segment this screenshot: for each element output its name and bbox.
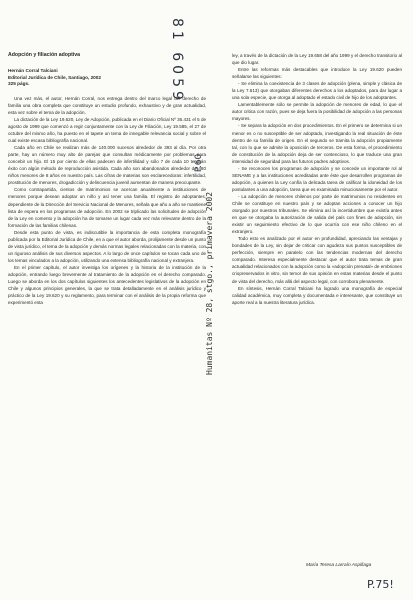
side-journal-note: Humanitas Nº 28, stgo., primavera 2002 bbox=[205, 191, 214, 375]
handwritten-catalog-number: 81 6059 bbox=[169, 18, 185, 104]
list-item: - La adopción de menores chilenos por parte de matrimonios no residentes en Chile se constituye en nuestro país y se adoptan acciones a conocer un hijo otorgado por nuestros tribunales. Se elimina así la incertidumbre que existía antes en que se otorgaba la autorización de salida del país con fines de adopción, sin existir un seguimiento efectivo de lo que ocurría con ese niño chileno en el extranjero. bbox=[232, 193, 402, 235]
review-title: Adopción y filiación adoptiva bbox=[8, 52, 81, 58]
body-paragraph: Entre las reformas más destacables que introduce la Ley 19.620 pueden señalarse las siguientes: bbox=[232, 67, 402, 80]
list-item: - Se separa la adopción en dos procedimientos. En el primero se determina si un menor es o no susceptible de ser adoptado, investigando la real situación de éste dentro de su familia de origen. En el segundo se tramita la adopción propiamente tal, con lo que se admite la oposición de terceros. De esta forma, el procedimiento de constitución de la adopción deja de ser contencioso, lo que traduce una gran intensidad de seguridad para las futuros padres adoptivos. bbox=[232, 123, 402, 164]
list-item: - Se reconocen los programas de adopción y se concede un importante rol al SENAME y a las instituciones acreditadas ante éste que desarrollen programas de adopción, a quienes la Ley confía la delicada tarea de calificar la idoneidad de los postulantes a una adopción, tarea que es examinada minuciosamente por el autor. bbox=[232, 165, 402, 192]
body-paragraph: En el primer capítulo, el autor investiga los orígenes y la historia de la institución de la adopción, entrando luego brevemente al tratamiento de la adopción en el derecho comparado. Luego se aborda en los dos capítulos siguientes los antecedentes legislativos de la adopción en Chile y algunos principios generales, la que se trata detalladamente en el análisis jurídico y práctico de la Ley 19.620 y su reglamento, para terminar con el análisis de la propia reforma que experimentó esta bbox=[8, 264, 206, 306]
body-paragraph: Desde esta punto de vista, es indiscutible la importancia de esta completa monografía publicada por la Editorial Jurídica de Chile, en a que el autor aborda, prolijamente desde un punto de vista jurídico, el tema de la adopción y demás normas legales relacionadas con la materia, con un riguroso análisis de sus diversos aspectos. A lo largo de once capítulos se tocan cada uno de los temas vinculados a la adopción, utilizando una extensa bibliografía nacional y extranjera. bbox=[8, 229, 206, 263]
body-paragraph: Lamentablemente sólo se permite la adopción de menores de edad, lo que el autor critica con razón, pues se deja fuera la posibilidad de adopción a las personas mayores. bbox=[232, 102, 402, 122]
book-publisher: Editorial Jurídica de Chile, Santiago, 2002 bbox=[8, 74, 101, 80]
body-paragraph: Una vez más, el autor, Hernán Corral, nos entrega dentro del marco legal del derecho de familia una obra completa que constituye un estudio profundo, exhaustivo y de gran actualidad, esta vez sobre el tema de la adopción. bbox=[8, 95, 206, 115]
body-paragraph: En síntesis, Hernán Corral Talciani ha logrado una monografía de especial calidad académica, muy completa y documentada e interesante, que constituye un aporte real a la nuestra literatura jurídica. bbox=[232, 285, 402, 305]
body-paragraph: Cada año en Chile se realizan más de 140.000 sucesos alrededor de 393 al día. Por otra parte, hay un número muy alto de parejas que consultan médicamente por problemas para concebir un hijo. El 15 por ciento de ellas padecen de infertilidad y sólo 7 de cada 10 tendrán éxito con algún método de reproducción asistida. Cada año son abandonados alrededor de 480 niños menores de 8 años en nuestro país. Las cifras de materias son esclarecedoras: infertilidad, prostitución de menores, drogadicción y delincuencia juvenil aumentan de manera preocupante. bbox=[8, 145, 206, 186]
body-paragraph: La dictación de la Ley 19.620, Ley de Adopción, publicada en el Diario Oficial Nº 36.431 el 5 de agosto de 1999 que comenzó a regir conjuntamente con la Ley de Filiación, Ley 19.585, el 27 de octubre del mismo año, ha puesto en el tapete un tema de innegable relevancia social y sobre el cual existe escasa bibliografía nacional. bbox=[8, 116, 206, 144]
left-column bbox=[8, 52, 206, 306]
reviewer-signature: María Teresa Larraín Aspillaga bbox=[306, 563, 372, 568]
list-item: - Se elimina la coexistencia de 3 clases de adopción (plena, simple y clásica de la Ley 7.613) que otorgaban diferentes derechos a los adoptados, para dar lugar a una sola especie, que otorga al adoptado el estado civil de hijo de los adoptantes. bbox=[232, 81, 402, 101]
handwritten-page-number: P.75! bbox=[367, 578, 394, 591]
book-pages: 325 págs. bbox=[8, 81, 30, 87]
body-paragraph: Todo esto es analizado por el autor en profundidad, apreciando las ventajas y bondades de la Ley, sin dejar de criticar con agudeza sus puntos susceptibles de perfección, siempre en paralelo con las tendencias modernas del derecho comparado. Interesa especialmente destacar que el autor trata temas de gran actualidad relacionados con la adopción como la «adopción prenatal» de embriones criopreservados in vitro, sin temor de sus opinión en estas materias desde el punto de vista del derecho, más allá del aspecto legal, con corrobora plenamente. bbox=[232, 236, 402, 284]
body-paragraph: ley, a través de la dictación de la Ley 19.658 del año 1999 y el derecho transitorio al que dio lugar. bbox=[232, 53, 402, 66]
book-author: Hernán Corral Talciani bbox=[8, 68, 58, 74]
body-paragraph: Como contrapartida, cientos de matrimonios se acercan anualmente a instituciones de menores porque desean adoptar un niño y así tener una familia. El registro de adoptantes, dependiente de la Dirección del Servicio Nacional de Menores, señala que año a año se mantiene lista de espera en los programas de adopción. En 2002 se triplicado las solicitudes de adopción de la Ley en comento y la adopción ha de tomarse un lugar cada vez más relevante dentro de la formación de las familias chilenas. bbox=[8, 187, 206, 228]
right-column bbox=[232, 52, 402, 306]
handwritten-ref: P.60 bbox=[194, 153, 205, 173]
